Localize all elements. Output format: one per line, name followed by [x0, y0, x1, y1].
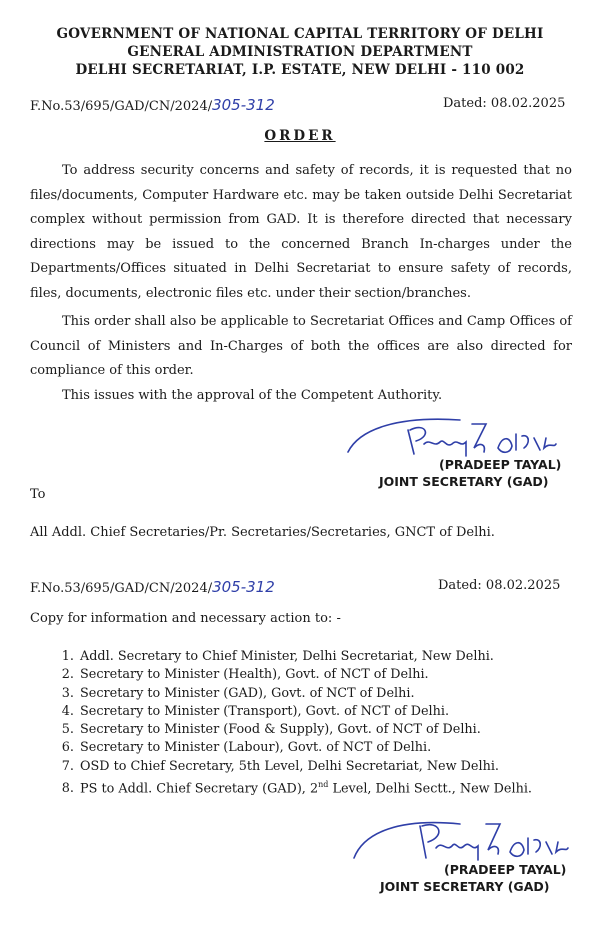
- signatory-designation-1: JOINT SECRETARY (GAD): [379, 474, 549, 489]
- list-item-number: 8.: [61, 781, 74, 797]
- copy-intro: Copy for information and necessary action to: -: [30, 611, 341, 626]
- order-title: ORDER: [264, 128, 336, 144]
- list-item-number: 4.: [61, 703, 74, 719]
- list-item-number: 7.: [61, 758, 74, 774]
- list-item-number: 6.: [61, 740, 74, 756]
- list-item: [52, 758, 532, 776]
- signatory-designation-2: JOINT SECRETARY (GAD): [380, 879, 550, 894]
- list-item-number: 1.: [61, 649, 74, 664]
- handwritten-dispatch-number-copy: 305-312: [212, 578, 275, 596]
- list-item-text: Addl. Secretary to Chief Minister, Delhi Secretariat, New Delhi.: [80, 649, 494, 664]
- list-item: [52, 685, 532, 703]
- copy-list: [28, 648, 532, 797]
- list-item: [52, 776, 532, 797]
- body-paragraph-1: [30, 159, 572, 307]
- date-copy: Dated: 08.02.2025: [438, 578, 561, 593]
- list-item-text: PS to Addl. Chief Secretary (GAD), 2: [80, 781, 319, 797]
- handwritten-dispatch-number: 305-312: [212, 96, 275, 114]
- header-line-3: DELHI SECRETARIAT, I.P. ESTATE, NEW DELHI - 110 002: [75, 62, 525, 78]
- list-item: [52, 739, 532, 757]
- list-item: [52, 648, 532, 666]
- list-item-text-end: Level, Delhi Sectt., New Delhi.: [328, 781, 532, 797]
- file-number-copy-text: F.No.53/695/GAD/CN/2024/: [30, 581, 213, 596]
- header-line-2: GENERAL ADMINISTRATION DEPARTMENT: [127, 44, 473, 60]
- file-number-copy: [30, 578, 275, 596]
- list-item-number: 3.: [61, 685, 74, 701]
- date: Dated: 08.02.2025: [443, 96, 566, 111]
- list-item-text: Secretary to Minister (Health), Govt. of NCT of Delhi.: [80, 667, 429, 683]
- file-number-text: F.No.53/695/GAD/CN/2024/: [30, 99, 213, 114]
- header-line-1: GOVERNMENT OF NATIONAL CAPITAL TERRITORY OF DELHI: [56, 26, 544, 42]
- list-item-text: OSD to Chief Secretary, 5th Level, Delhi Secretariat, New Delhi.: [80, 758, 499, 774]
- file-number: [30, 96, 275, 114]
- list-item: [52, 721, 532, 739]
- to-recipients: All Addl. Chief Secretaries/Pr. Secretaries/Secretaries, GNCT of Delhi.: [30, 525, 495, 540]
- handwritten-signature-2: [350, 810, 590, 866]
- signatory-name-2: (PRADEEP TAYAL): [444, 862, 567, 877]
- list-item-number: 5.: [61, 722, 74, 738]
- body-paragraph-3: [30, 384, 572, 409]
- list-item-superscript: nd: [318, 780, 329, 790]
- body-paragraph-2-text: This order shall also be applicable to Secretariat Offices and Camp Offices of Council of Ministers and In-Charges of both the offices are also directed for compliance of this order.: [30, 314, 572, 379]
- list-item-text: Secretary to Minister (Food & Supply), Govt. of NCT of Delhi.: [80, 722, 481, 738]
- list-item: [52, 703, 532, 721]
- list-item-text: Secretary to Minister (GAD), Govt. of NCT of Delhi.: [80, 685, 415, 701]
- body-paragraph-1-text: To address security concerns and safety of records, it is requested that no files/documents, Computer Hardware etc. may be taken outside Delhi Secretariat complex without permission from GAD. It is therefore directed that necessary directions may be issued to the concerned Branch In-charges under the Departments/Offices situated in Delhi Secretariat to ensure safety of records, files, documents, electronic files etc. under their section/branches.: [30, 163, 572, 301]
- body-paragraph-3-text: This issues with the approval of the Competent Authority.: [62, 388, 443, 403]
- signatory-name-1: (PRADEEP TAYAL): [439, 457, 562, 472]
- body-paragraph-2: [30, 310, 572, 384]
- list-item-number: 2.: [61, 667, 74, 683]
- to-label: To: [30, 487, 46, 502]
- list-item-text: Secretary to Minister (Transport), Govt. of NCT of Delhi.: [80, 703, 450, 719]
- list-item-text: Secretary to Minister (Labour), Govt. of NCT of Delhi.: [80, 740, 432, 756]
- list-item: [52, 666, 532, 684]
